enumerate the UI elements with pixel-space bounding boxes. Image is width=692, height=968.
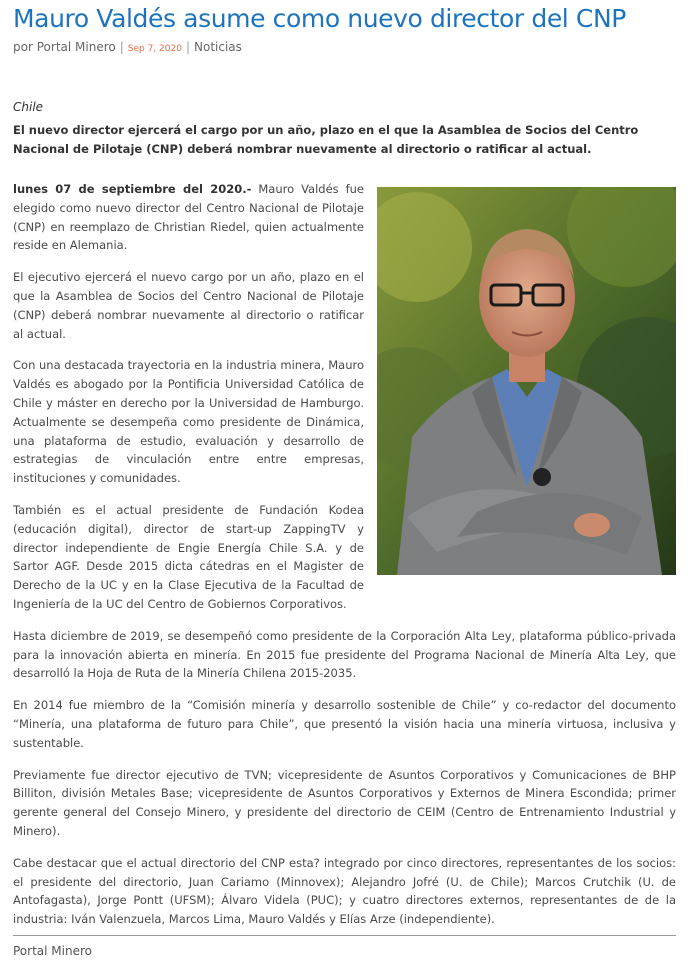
article-meta — [13, 40, 242, 54]
footer-author-link[interactable]: Portal Minero — [13, 944, 92, 958]
meta-separator: | — [185, 40, 190, 54]
article-paragraph: Cabe destacar que el actual directorio del CNP esta? integrado por cinco directores, representantes de los socios: el presidente del directorio, Juan Cariamo (Minnovex); Alejandro Jofré (U. de Chile); Marcos Crutchik (U. de Antofagasta), Jorge Pontt (UFSM); Álvaro Videla (PUC); y cuatro directores externos, representantes de de la industria: Iván Valenzuela, Marcos Lima, Mauro Valdés y Elías Arze (independiente). — [13, 855, 676, 927]
article-body — [13, 180, 676, 942]
article-paragraph: Previamente fue director ejecutivo de TVN; vicepresidente de Asuntos Corporativos y Comunicaciones de BHP Billiton, división Metales Base; vicepresidente de Asuntos Corporativos y Externos de Minera Escondida; primer gerente general del Consejo Minero, y presidente del directorio de CEIM (Centro de Entrenamiento Industrial y Minero). — [13, 767, 676, 838]
category-link[interactable]: Noticias — [194, 40, 242, 54]
author-link[interactable]: Portal Minero — [36, 40, 116, 54]
publish-date: Sep 7, 2020 — [127, 44, 182, 54]
region-label: Chile — [13, 100, 44, 114]
article-paragraph: El ejecutivo ejercerá el nuevo cargo por un año, plazo en el que la Asamblea de Socios del Centro Nacional de Pilotaje (CNP) deberá nombrar nuevamente al directorio o ratificar al actual. — [13, 270, 364, 341]
portrait-illustration — [377, 187, 676, 575]
dateline: lunes 07 de septiembre del 2020.- — [13, 182, 252, 196]
article-lead: El nuevo director ejercerá el cargo por un año, plazo en el que la Asamblea de Socios del Centro Nacional de Pilotaje (CNP) deberá nombrar nuevamente al directorio o ratificar al actual. — [13, 123, 639, 156]
article-paragraph: Hasta diciembre de 2019, se desempeñó como presidente de la Corporación Alta Ley, plataforma público-privada para la innovación abierta en minería. En 2015 fue presidente del Programa Nacional de Minería Alta Ley, que desarrolló la Hoja de Ruta de la Minería Chilena 2015-2035. — [13, 628, 676, 681]
article-paragraph: En 2014 fue miembro de la “Comisión minería y desarrollo sostenible de Chile” y co-redactor del documento “Minería, una plataforma de futuro para Chile”, que presentó la visión hacia una minería virtuosa, inclusiva y sustentable. — [13, 698, 676, 750]
article-title[interactable]: Mauro Valdés asume como nuevo director del CNP — [13, 4, 626, 33]
article-paragraph: También es el actual presidente de Fundación Kodea (educación digital), director de start-up ZappingTV y director independiente de Engie Energía Chile S.A. y de Sartor AGF. Desde 2015 dicta cátedras en el Magister de Derecho de la UC y en la Clase Ejecutiva de la Facultad de Ingeniería de la UC del Centro de Gobiernos Corporativos. — [13, 502, 364, 611]
author-photo — [377, 187, 676, 575]
footer-divider — [13, 935, 676, 936]
meta-separator: | — [119, 40, 124, 54]
article-paragraph: Con una destacada trayectoria en la industria minera, Mauro Valdés es abogado por la Pontificia Universidad Católica de Chile y máster en derecho por la Universidad de Hamburgo. Actualmente se desempeña como presidente de Dinámica, una plataforma de estudio, evaluación y desarrollo de estrategias de vinculación entre entre empresas, instituciones y comunidades. — [13, 358, 364, 486]
paragraph-text: Mauro Valdés fue elegido como nuevo director del Centro Nacional de Pilotaje (CNP) en reemplazo de Christian Riedel, quien actualmente reside en Alemania. — [13, 182, 365, 253]
meta-prefix: por — [13, 40, 33, 54]
